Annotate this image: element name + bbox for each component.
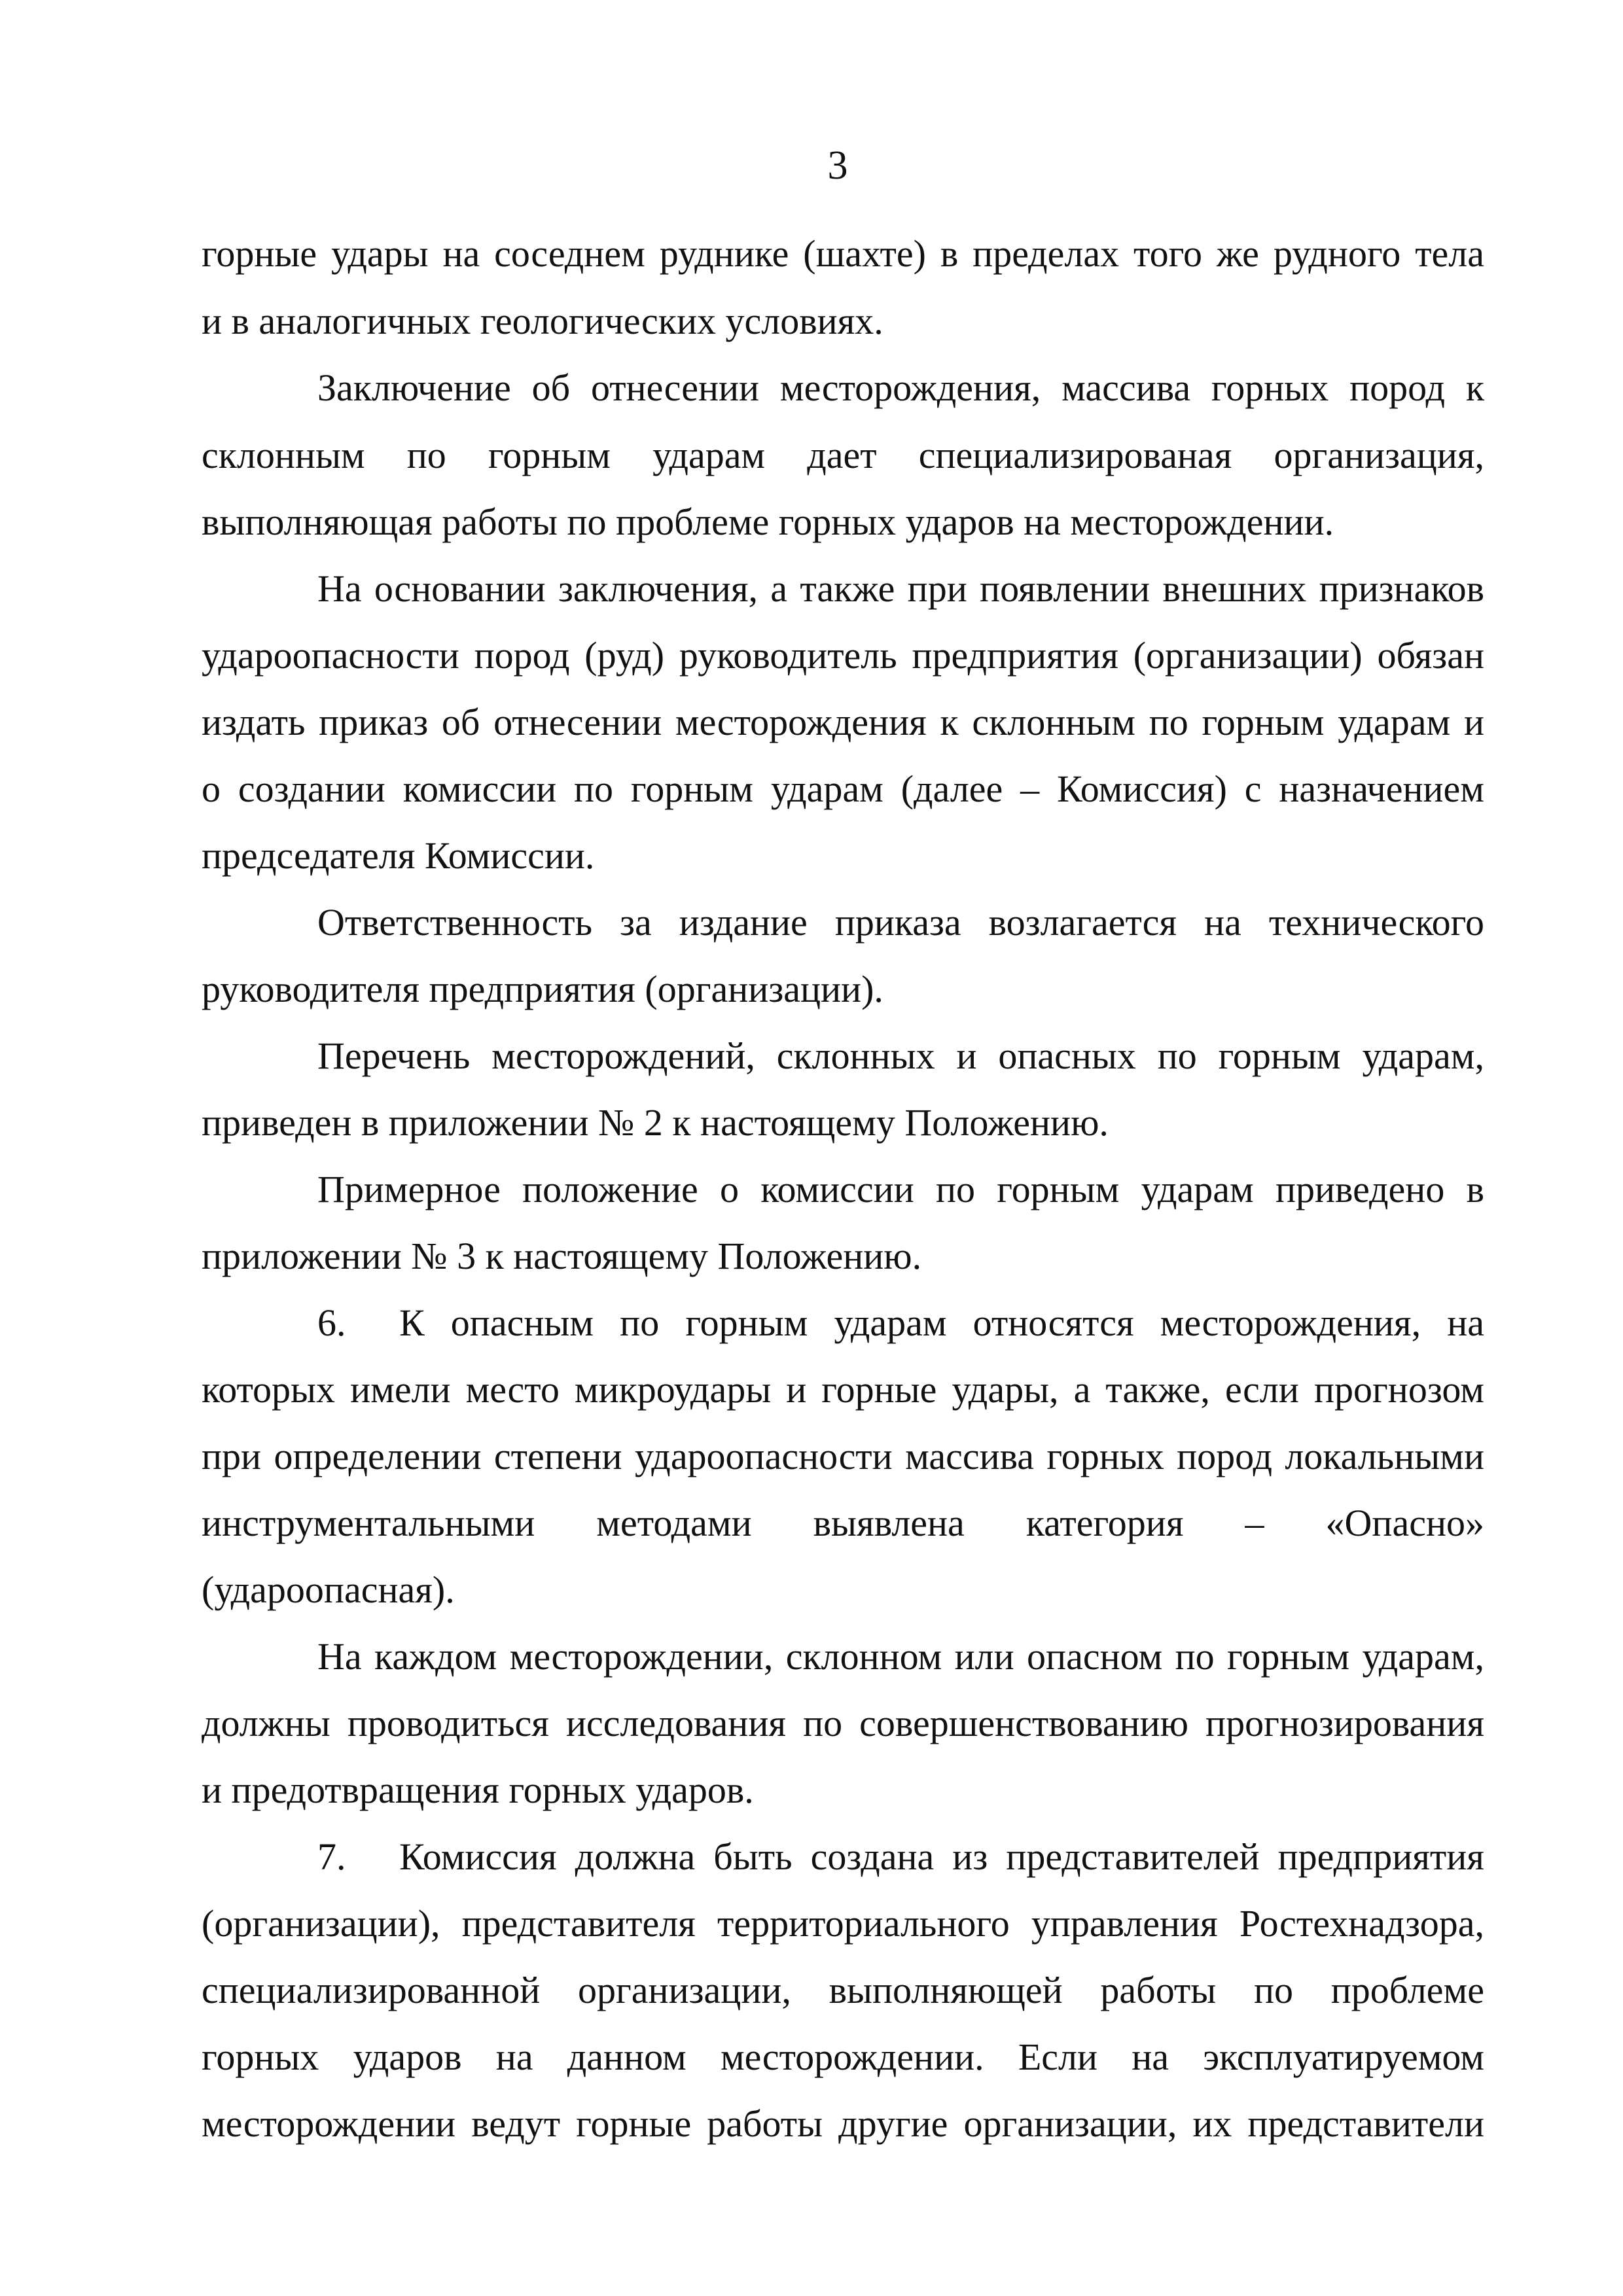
text-line: специализированной организации, выполняющей работы по проблеме	[202, 1969, 1484, 2011]
item-number-7: 7.	[317, 1835, 346, 1878]
text-line: месторождении ведут горные работы другие организации, их представители	[202, 2102, 1484, 2145]
text-line: Ответственность за издание приказа возлагается на технического	[317, 901, 1484, 944]
text-line: приложении № 3 к настоящему Положению.	[202, 1235, 922, 1277]
text-line: Комиссия должна быть создана из представителей предприятия	[399, 1835, 1484, 1878]
text-line: председателя Комиссии.	[202, 834, 595, 877]
text-line: инструментальными методами выявлена категория – «Опасно»	[202, 1502, 1484, 1544]
text-line: которых имели место микроудары и горные удары, а также, если прогнозом	[202, 1368, 1484, 1411]
page-number: 3	[827, 143, 848, 188]
text-line: и предотвращения горных ударов.	[202, 1769, 754, 1811]
text-line: Примерное положение о комиссии по горным ударам приведено в	[317, 1168, 1484, 1210]
text-line: горные удары на соседнем руднике (шахте) в пределах того же рудного тела	[202, 232, 1484, 275]
text-line: Перечень месторождений, склонных и опасных по горным ударам,	[317, 1034, 1484, 1077]
text-line: К опасным по горным ударам относятся месторождения, на	[399, 1301, 1484, 1344]
text-line: На основании заключения, а также при появлении внешних признаков	[317, 567, 1484, 610]
text-line: (удароопасная).	[202, 1568, 455, 1611]
text-line: Заключение об отнесении месторождения, массива горных пород к	[317, 366, 1484, 409]
text-line: удароопасности пород (руд) руководитель предприятия (организации) обязан	[202, 634, 1484, 677]
text-line: издать приказ об отнесении месторождения к склонным по горным ударам и	[202, 701, 1484, 743]
text-line: горных ударов на данном месторождении. Если на эксплуатируемом	[202, 2036, 1484, 2078]
text-line: руководителя предприятия (организации).	[202, 968, 883, 1010]
text-line: при определении степени удароопасности массива горных пород локальными	[202, 1435, 1484, 1477]
text-line: о создании комиссии по горным ударам (далее – Комиссия) с назначением	[202, 768, 1484, 810]
item-number-6: 6.	[317, 1301, 346, 1344]
text-line: На каждом месторождении, склонном или опасном по горным ударам,	[317, 1635, 1484, 1678]
text-line: должны проводиться исследования по совершенствованию прогнозирования	[202, 1702, 1484, 1744]
text-line: выполняющая работы по проблеме горных ударов на месторождении.	[202, 501, 1334, 543]
text-line: склонным по горным ударам дает специализированая организация,	[202, 434, 1484, 476]
text-line: (организации), представителя территориального управления Ростехнадзора,	[202, 1902, 1484, 1945]
text-line: приведен в приложении № 2 к настоящему Положению.	[202, 1101, 1109, 1144]
text-line: и в аналогичных геологических условиях.	[202, 300, 883, 342]
